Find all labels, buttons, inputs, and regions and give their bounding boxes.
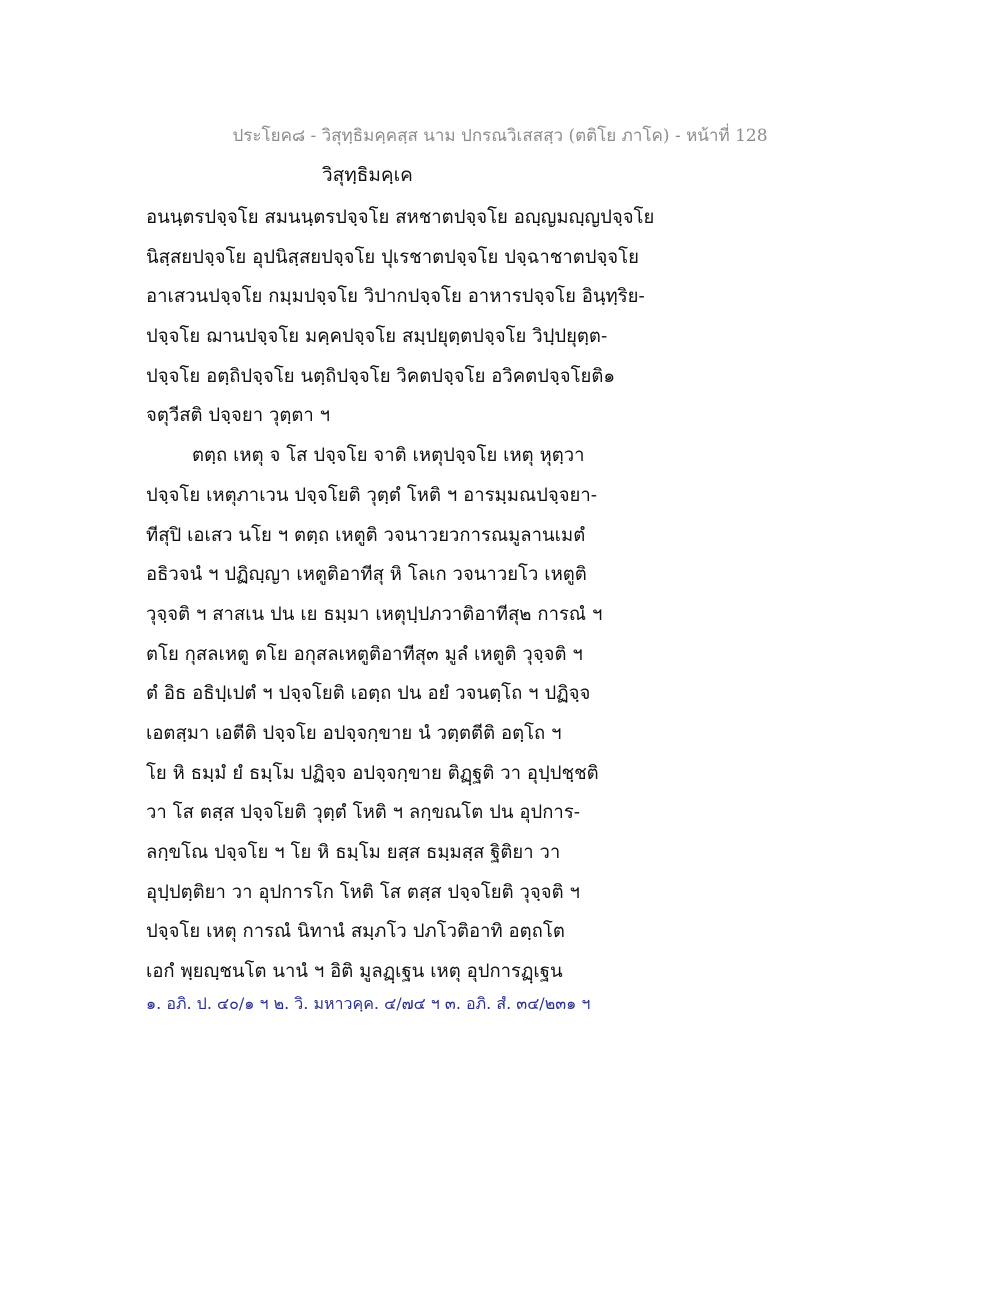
text-line: อนนฺตรปจฺจโย สมนนฺตรปจฺจโย สหชาตปจฺจโย อญฺญมญฺญปจฺจโย [146,207,655,228]
text-line: นิสฺสยปจฺจโย อุปนิสฺสยปจฺจโย ปุเรชาตปจฺจโย ปจฺฉาชาตปจฺจโย [146,246,639,268]
text-line: วา โส ตสฺส ปจฺจโยติ วุตฺตํ โหติ ฯ ลกฺขณโต ปน อุปการ- [146,802,581,824]
body-text [146,198,706,992]
text-line: ทีสุปิ เอเสว นโย ฯ ตตฺถ เหตูติ วจนาวยวการณมูลานเมตํ [146,524,586,546]
text-line: จตุวีสติ ปจฺจยา วุตฺตา ฯ [146,405,331,427]
text-line: ตโย กุสลเหตู ตโย อกุสลเหตูติอาทีสุ๓ มูลํ เหตูติ วุจฺจติ ฯ [146,643,583,665]
text-line: ลกฺขโณ ปจฺจโย ฯ โย หิ ธมฺโม ยสฺส ธมฺมสฺส ฐิติยา วา [146,842,561,863]
text-line: ปจฺจโย เหตุภาเวน ปจฺจโยติ วุตฺตํ โหติ ฯ อารมฺมณปจฺจยา- [146,484,598,506]
text-line: อุปฺปตฺติยา วา อุปการโก โหติ โส ตสฺส ปจฺจโยติ วุจฺจติ ฯ [146,881,580,903]
text-line: ปจฺจโย ฌานปจฺจโย มคฺคปจฺจโย สมฺปยุตฺตปจฺจโย วิปฺปยุตฺต- [146,326,608,348]
page-header: ประโยค๘ - วิสุทฺธิมคฺคสฺส นาม ปกรณวิเสสสฺว (ตติโย ภาโค) - หน้าที่ 128 [232,126,768,146]
text-line: โย หิ ธมฺมํ ยํ ธมฺโม ปฏิจฺจ อปจฺจกฺขาย ติฏฺฐติ วา อุปฺปชฺชติ [146,762,599,784]
text-line: เอกํ พฺยญฺชนโต นานํ ฯ อิติ มูลฏฺเฐน เหตุ อุปการฏฺเฐน [146,961,563,983]
text-line: อาเสวนปจฺจโย กมฺมปจฺจโย วิปากปจฺจโย อาหารปจฺจโย อินฺทฺริย- [146,286,645,308]
paragraph-start-line: ตตฺถ เหตุ จ โส ปจฺจโย จาติ เหตุปจฺจโย เหตุ หุตฺวา [192,445,585,467]
section-title: วิสุทฺธิมคฺเค [322,164,413,186]
text-line: ปจฺจโย เหตุ การณํ นิทานํ สมฺภโว ปภโวติอาทิ อตฺถโต [146,921,565,943]
text-line: เอตสฺมา เอตีติ ปจฺจโย อปจฺจกฺขาย นํ วตฺตตีติ อตฺโถ ฯ [146,722,562,744]
footnote: ๑. อภิ. ป. ๔๐/๑ ฯ ๒. วิ. มหาวคฺค. ๔/๗๔ ฯ ๓. อภิ. สํ. ๓๔/๒๓๑ ฯ [146,994,591,1013]
text-line: ปจฺจโย อตฺถิปจฺจโย นตฺถิปจฺจโย วิคตปจฺจโย อวิคตปจฺจโยติ๑ [146,365,616,387]
text-line: อธิวจนํ ฯ ปฏิญฺญา เหตูติอาทีสุ หิ โลเก วจนาวยโว เหตูติ [146,564,587,586]
text-line: วุจฺจติ ฯ สาสเน ปน เย ธมฺมา เหตุปฺปภวาติอาทีสุ๒ การณํ ฯ [146,603,603,625]
text-line: ตํ อิธ อธิปฺเปตํ ฯ ปจฺจโยติ เอตฺถ ปน อยํ วจนตฺโถ ฯ ปฏิจฺจ [146,683,591,705]
